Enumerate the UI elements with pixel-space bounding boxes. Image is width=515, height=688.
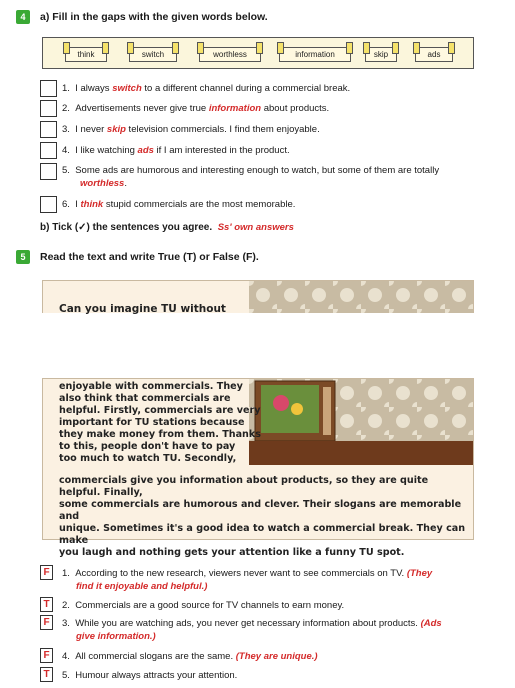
word-tag: ads <box>415 47 453 62</box>
agree-checkbox[interactable] <box>40 100 57 117</box>
tf-answer-box[interactable]: F <box>40 565 53 580</box>
gap-item: 2. Advertisements never give true information about products. <box>62 103 330 114</box>
tf-statement: 4. All commercial slogans are the same. (They are unique.) <box>62 651 318 662</box>
tf-answer-box[interactable]: F <box>40 615 53 630</box>
word-tag: worthless <box>199 47 261 62</box>
reading-panel <box>42 378 474 558</box>
exercise-5-instruction: Read the text and write True (T) or False (F). <box>40 251 259 263</box>
tf-answer-box[interactable]: F <box>40 648 53 663</box>
tf-statement: 3. While you are watching ads, you never get necessary information about products. (Ads give information.) <box>62 618 442 642</box>
tf-answer-box[interactable]: T <box>40 667 53 682</box>
gap-item: 1. I always switch to a different channel during a commercial break. <box>62 83 351 94</box>
gap-item: 6. I think stupid commercials are the most memorable. <box>62 199 296 210</box>
tf-statement: 5. Humour always attracts your attention. <box>62 670 238 681</box>
word-tag: information <box>279 47 351 62</box>
agree-checkbox[interactable] <box>40 196 57 213</box>
exercise-4-instruction: a) Fill in the gaps with the given words below. <box>40 11 268 23</box>
exercise-5-badge: 5 <box>16 250 30 264</box>
tf-statement: 2. Commercials are a good source for TV channels to earn money. <box>62 600 345 611</box>
exercise-4-badge: 4 <box>16 10 30 24</box>
part-b-instruction: b) Tick (✓) the sentences you agree. Ss' own answers <box>40 222 294 233</box>
agree-checkbox[interactable] <box>40 163 57 180</box>
word-tag: switch <box>129 47 177 62</box>
gap-item: 3. I never skip television commercials. I find them enjoyable. <box>62 124 320 135</box>
reading-text-full: commercials give you information about products, so they are quite helpful. Finally, some commercials are humorous and clever. Their slogans are memorable and unique. Sometimes it's a good idea to watch a commercial break. They can make you laugh and nothing gets your attention like a funny TU spot. <box>59 475 466 558</box>
word-tag: skip <box>365 47 397 62</box>
word-bank <box>42 37 474 69</box>
tf-statement: 1. According to the new research, viewers never want to see commercials on TV. (They find it enjoyable and helpful.) <box>62 568 433 592</box>
reading-title: Can you imagine TU without <box>59 303 226 315</box>
reading-panel-top <box>42 280 474 313</box>
agree-checkbox[interactable] <box>40 80 57 97</box>
agree-checkbox[interactable] <box>40 121 57 138</box>
reading-text-left: enjoyable with commercials. They also think that commercials are helpful. Firstly, commercials are very important for TU stations because they make money from them. Thanks to this, people don't have to pay too much to watch TU. Secondly, <box>59 381 261 464</box>
tf-answer-box[interactable]: T <box>40 597 53 612</box>
tv-image <box>249 379 473 465</box>
gap-item: 5. Some ads are humorous and interesting enough to watch, but some of them are totally worthless. <box>62 165 440 189</box>
gap-item: 4. I like watching ads if I am interested in the product. <box>62 145 290 156</box>
agree-checkbox[interactable] <box>40 142 57 159</box>
wallpaper-image <box>249 281 473 313</box>
word-tag: think <box>65 47 107 62</box>
